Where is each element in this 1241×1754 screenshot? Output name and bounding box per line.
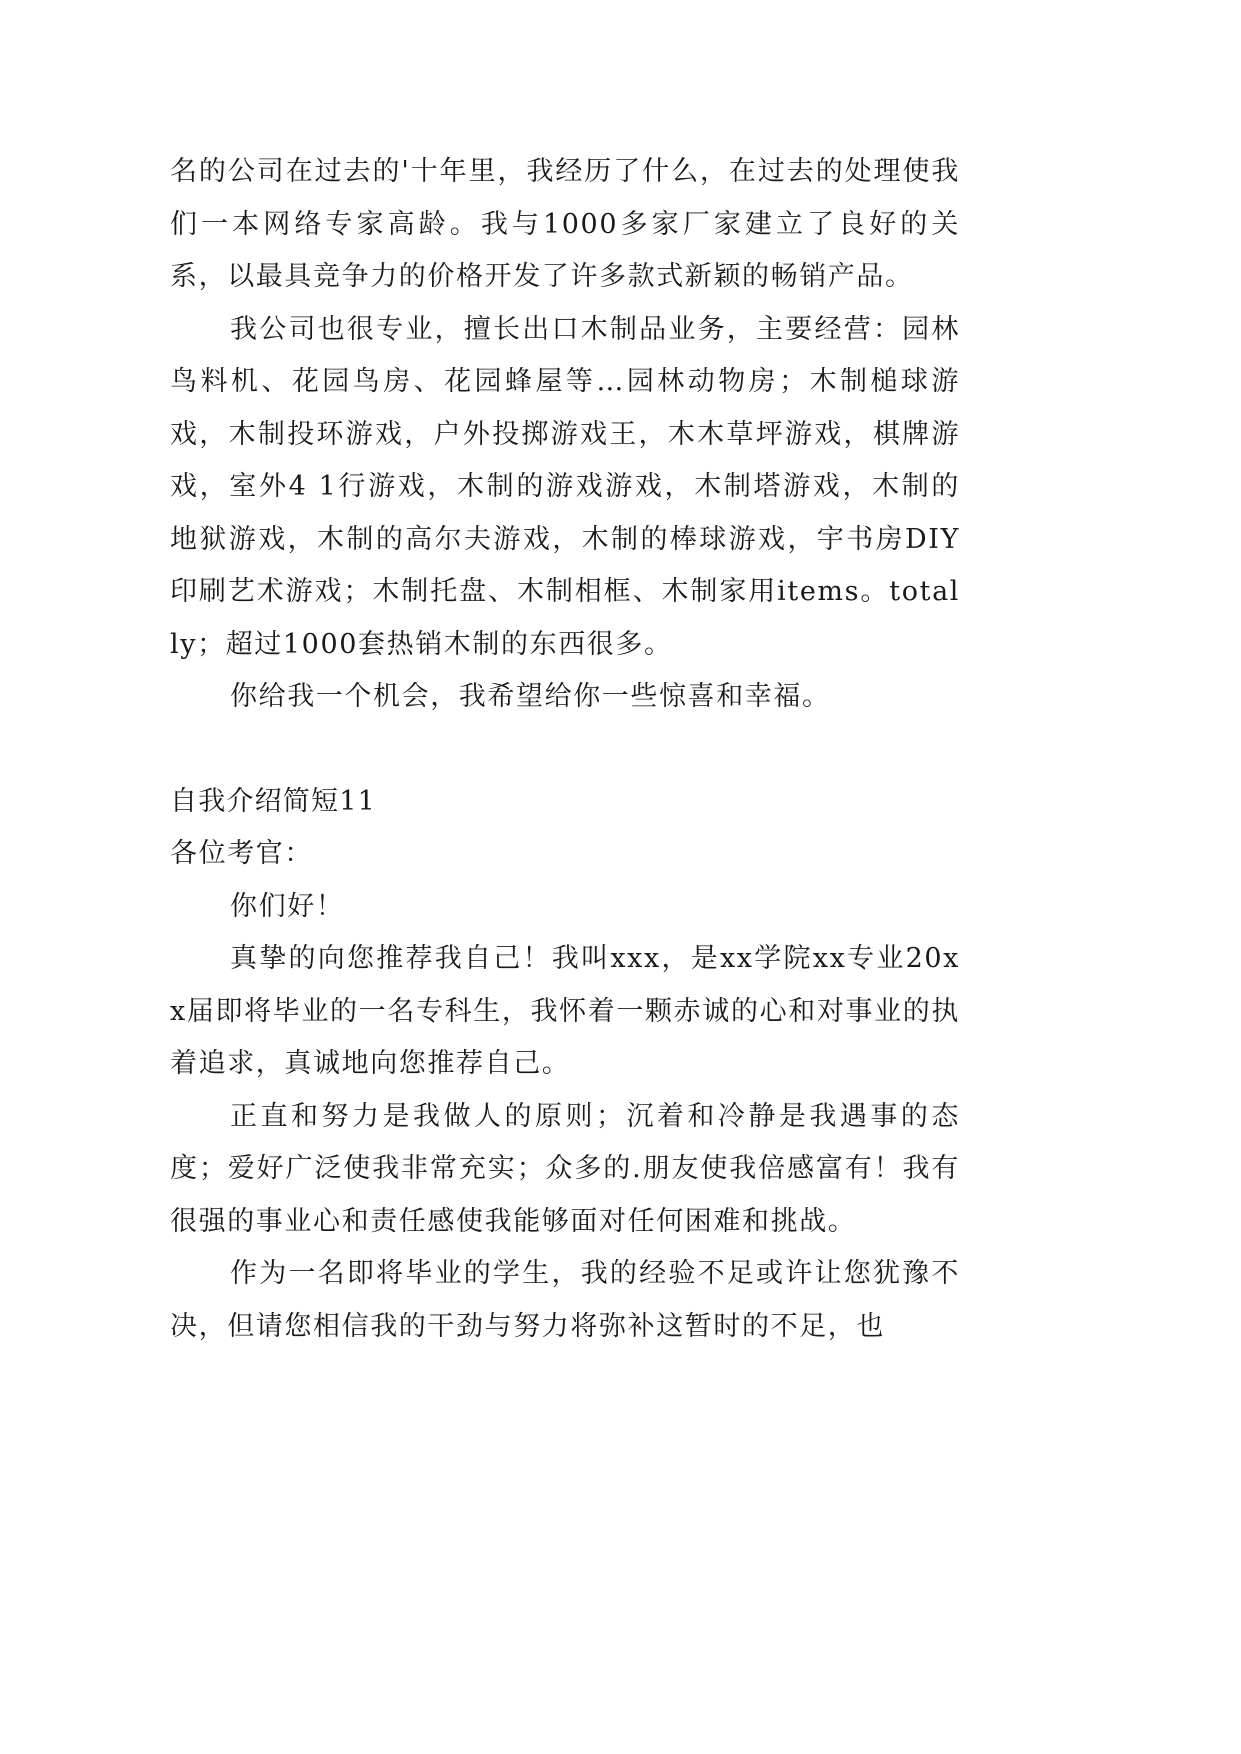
- paragraph-self-recommend: 真挚的向您推荐我自己！我叫xxx，是xx学院xx专业20xx届即将毕业的一名专科生，我怀着一颗赤诚的心和对事业的执着追求，真诚地向您推荐自己。: [170, 943, 960, 1079]
- paragraph-company-products: 我公司也很专业，擅长出口木制品业务，主要经营：园林鸟料机、花园鸟房、花园蜂屋等…园林动物房；木制槌球游戏，木制投环游戏，户外投掷游戏王，木木草坪游戏，棋牌游戏，室外4 1行游戏，木制的游戏游戏，木制塔游戏，木制的地狱游戏，木制的高尔夫游戏，木制的棒球游戏，宇书房DIY印刷艺术游戏；木制托盘、木制相框、木制家用items。totally；超过1000套热销木制的东西很多。: [170, 313, 960, 660]
- paragraph-principles: 正直和努力是我做人的原则；沉着和冷静是我遇事的态度；爱好广泛使我非常充实；众多的.朋友使我倍感富有！我有很强的事业心和责任感使我能够面对任何困难和挑战。: [170, 1100, 960, 1237]
- paragraph-experience: 作为一名即将毕业的学生，我的经验不足或许让您犹豫不决，但请您相信我的干劲与努力将弥补这暂时的不足，也: [170, 1258, 960, 1342]
- section-title: 自我介绍简短11: [170, 785, 376, 817]
- paragraph-company-closing: 你给我一个机会，我希望给你一些惊喜和幸福。: [230, 681, 831, 712]
- salutation: 各位考官：: [170, 838, 313, 869]
- paragraph-greeting: 你们好！: [230, 890, 345, 922]
- paragraph-company-history: 名的公司在过去的'十年里，我经历了什么，在过去的处理使我们一本网络专家高龄。我与1000多家厂家建立了良好的关系，以最具竞争力的价格开发了许多款式新颖的畅销产品。: [170, 156, 960, 292]
- section-spacer: [170, 724, 960, 776]
- document-page: [170, 146, 960, 1353]
